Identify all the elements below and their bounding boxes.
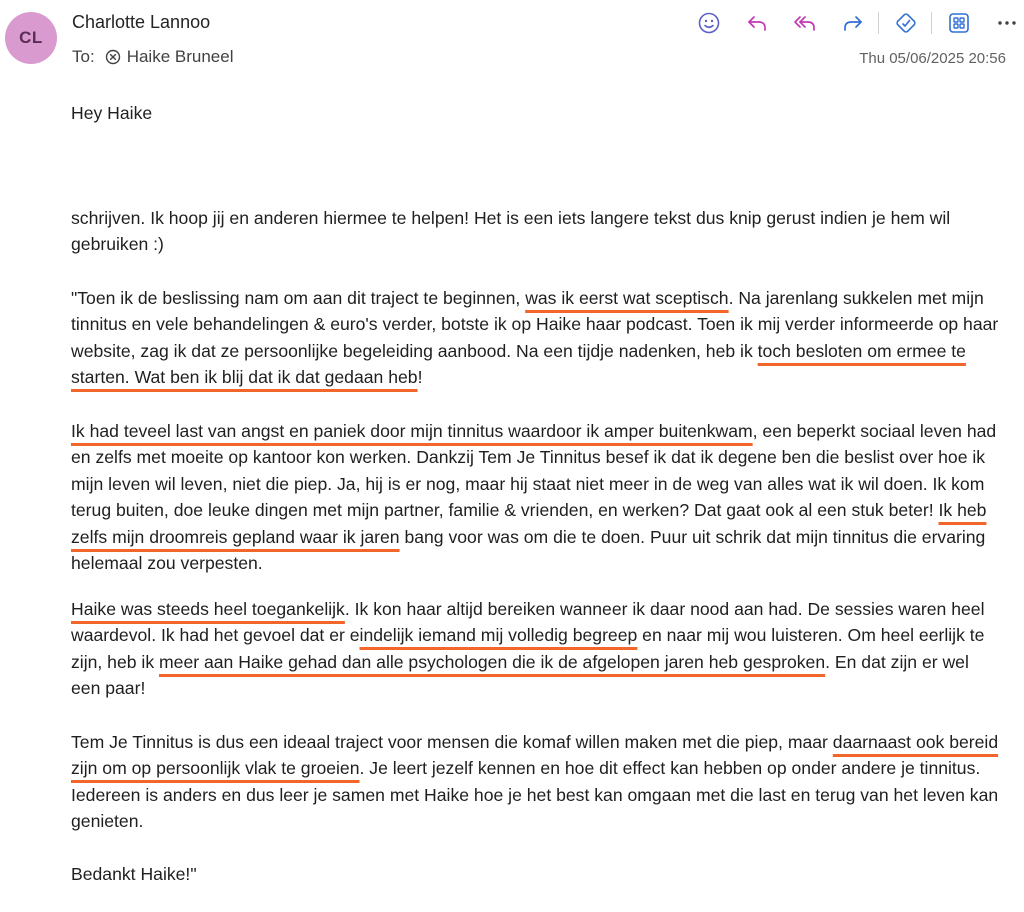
paragraph-4 [71,596,1001,702]
highlighted-text: toch besloten om ermee te starten. Wat ben ik blij dat ik dat gedaan heb [71,340,966,388]
closing-line: Bedankt Haike!" [71,864,197,884]
greeting: Hey Haike [71,103,153,123]
apps-button[interactable] [942,8,976,38]
toolbar-divider [931,12,932,34]
text-segment: , een beperkt sociaal leven had en zelfs met moeite op kantoor kon werken. Dankzij Tem Je Tinnitus besef ik dat ik degene ben die beslist over hoe ik mijn leven wil leven, niet die piep. Ja, hij is er nog, maar hij staat niet meer in de weg van alles wat ik wil doen. Ik kom terug buiten, doe leuke dingen met mijn partner, familie & vrienden, en werken? Dat gaat ook al een stuk beter! [71,421,997,521]
text-segment: . Je leert jezelf kennen en hoe dit effect kan hebben op onder andere je tinnitus. Iedereen is anders en dus leer je samen met Haike hoe je het best kan omgaan met die last en terug van het leven kan genieten. [71,758,999,832]
sender-avatar[interactable]: CL [5,12,57,64]
apps-icon [947,11,971,35]
toolbar-divider [878,12,879,34]
recipient-line [72,47,233,67]
reply-icon [745,11,769,35]
message-header [0,0,1024,90]
sticker-button[interactable] [889,8,923,38]
paragraph-2 [71,285,1001,391]
text-segment: Tem Je Tinnitus is dus een ideaal traject voor mensen die komaf willen maken met die piep, maar [71,732,833,752]
remove-recipient-icon[interactable] [105,49,121,65]
reply-button[interactable] [740,8,774,38]
highlighted-text: indelijk iemand mij volledig begreep [359,625,638,646]
text-segment: ! [417,367,423,388]
highlighted-text: daarnaast ook bereid zijn om op persoonlijk vlak te groeien [71,732,999,779]
reply-all-icon [793,11,817,35]
recipient-chip[interactable] [105,47,234,67]
highlighted-text: was ik eerst wat sceptisch [525,288,729,308]
text-segment: en naar mij wou luisteren. Om heel eerlijk te zijn, heb ik [71,625,985,672]
recipient-name[interactable]: Haike Bruneel [126,47,234,66]
reply-all-button[interactable] [788,8,822,38]
paragraph-3 [71,418,1001,576]
to-label: To: [72,47,95,66]
paragraph-1: schrijven. Ik hoop jij en anderen hiermee te helpen! Het is een iets langere tekst dus knip gerust indien je hem wil gebruiken :) [71,208,951,255]
highlighted-text: Haike was steeds heel toegankelijk [71,599,345,619]
more-actions-button[interactable] [992,8,1022,38]
highlighted-text: meer aan Haike gehad dan alle psychologen die ik de afgelopen jaren heb gesproken [159,651,826,672]
message-toolbar [692,8,1022,38]
emoji-icon [697,11,721,35]
forward-icon [841,11,865,35]
text-segment: . En dat zijn er wel een paar! [71,651,969,699]
text-segment: . Ik kon haar altijd bereiken wanneer ik daar nood aan had. De sessies waren heel waardevol. Ik had het gevoel dat er e [71,599,985,646]
sender-name[interactable]: Charlotte Lannoo [72,12,211,32]
paragraph-5 [71,729,1001,835]
text-segment: bang voor was om die te doen. Puur uit schrik dat mijn tinnitus die ervaring helemaal zou verpesten. [71,526,986,574]
sent-timestamp: Thu 05/06/2025 20:56 [859,50,1006,67]
highlighted-text: Ik heb zelfs mijn droomreis gepland waar ik jaren [71,500,987,547]
forward-button[interactable] [836,8,870,38]
more-icon [995,11,1019,35]
highlighted-text: Ik had teveel last van angst en paniek door mijn tinnitus waardoor ik amper buitenkwam [71,421,753,441]
sticker-icon [894,11,918,35]
text-segment: "Toen ik de beslissing nam om aan dit traject te beginnen, [71,288,526,308]
text-segment: . Na jarenlang sukkelen met mijn tinnitus en vele behandelingen & euro's verder, botste ik op Haike haar podcast. Toen ik mij verder informeerde op haar website, zag ik dat ze persoonlijke begeleiding aanbood. Na een tijdje nadenken, heb ik [71,288,999,361]
emoji-reaction-button[interactable] [692,8,726,38]
